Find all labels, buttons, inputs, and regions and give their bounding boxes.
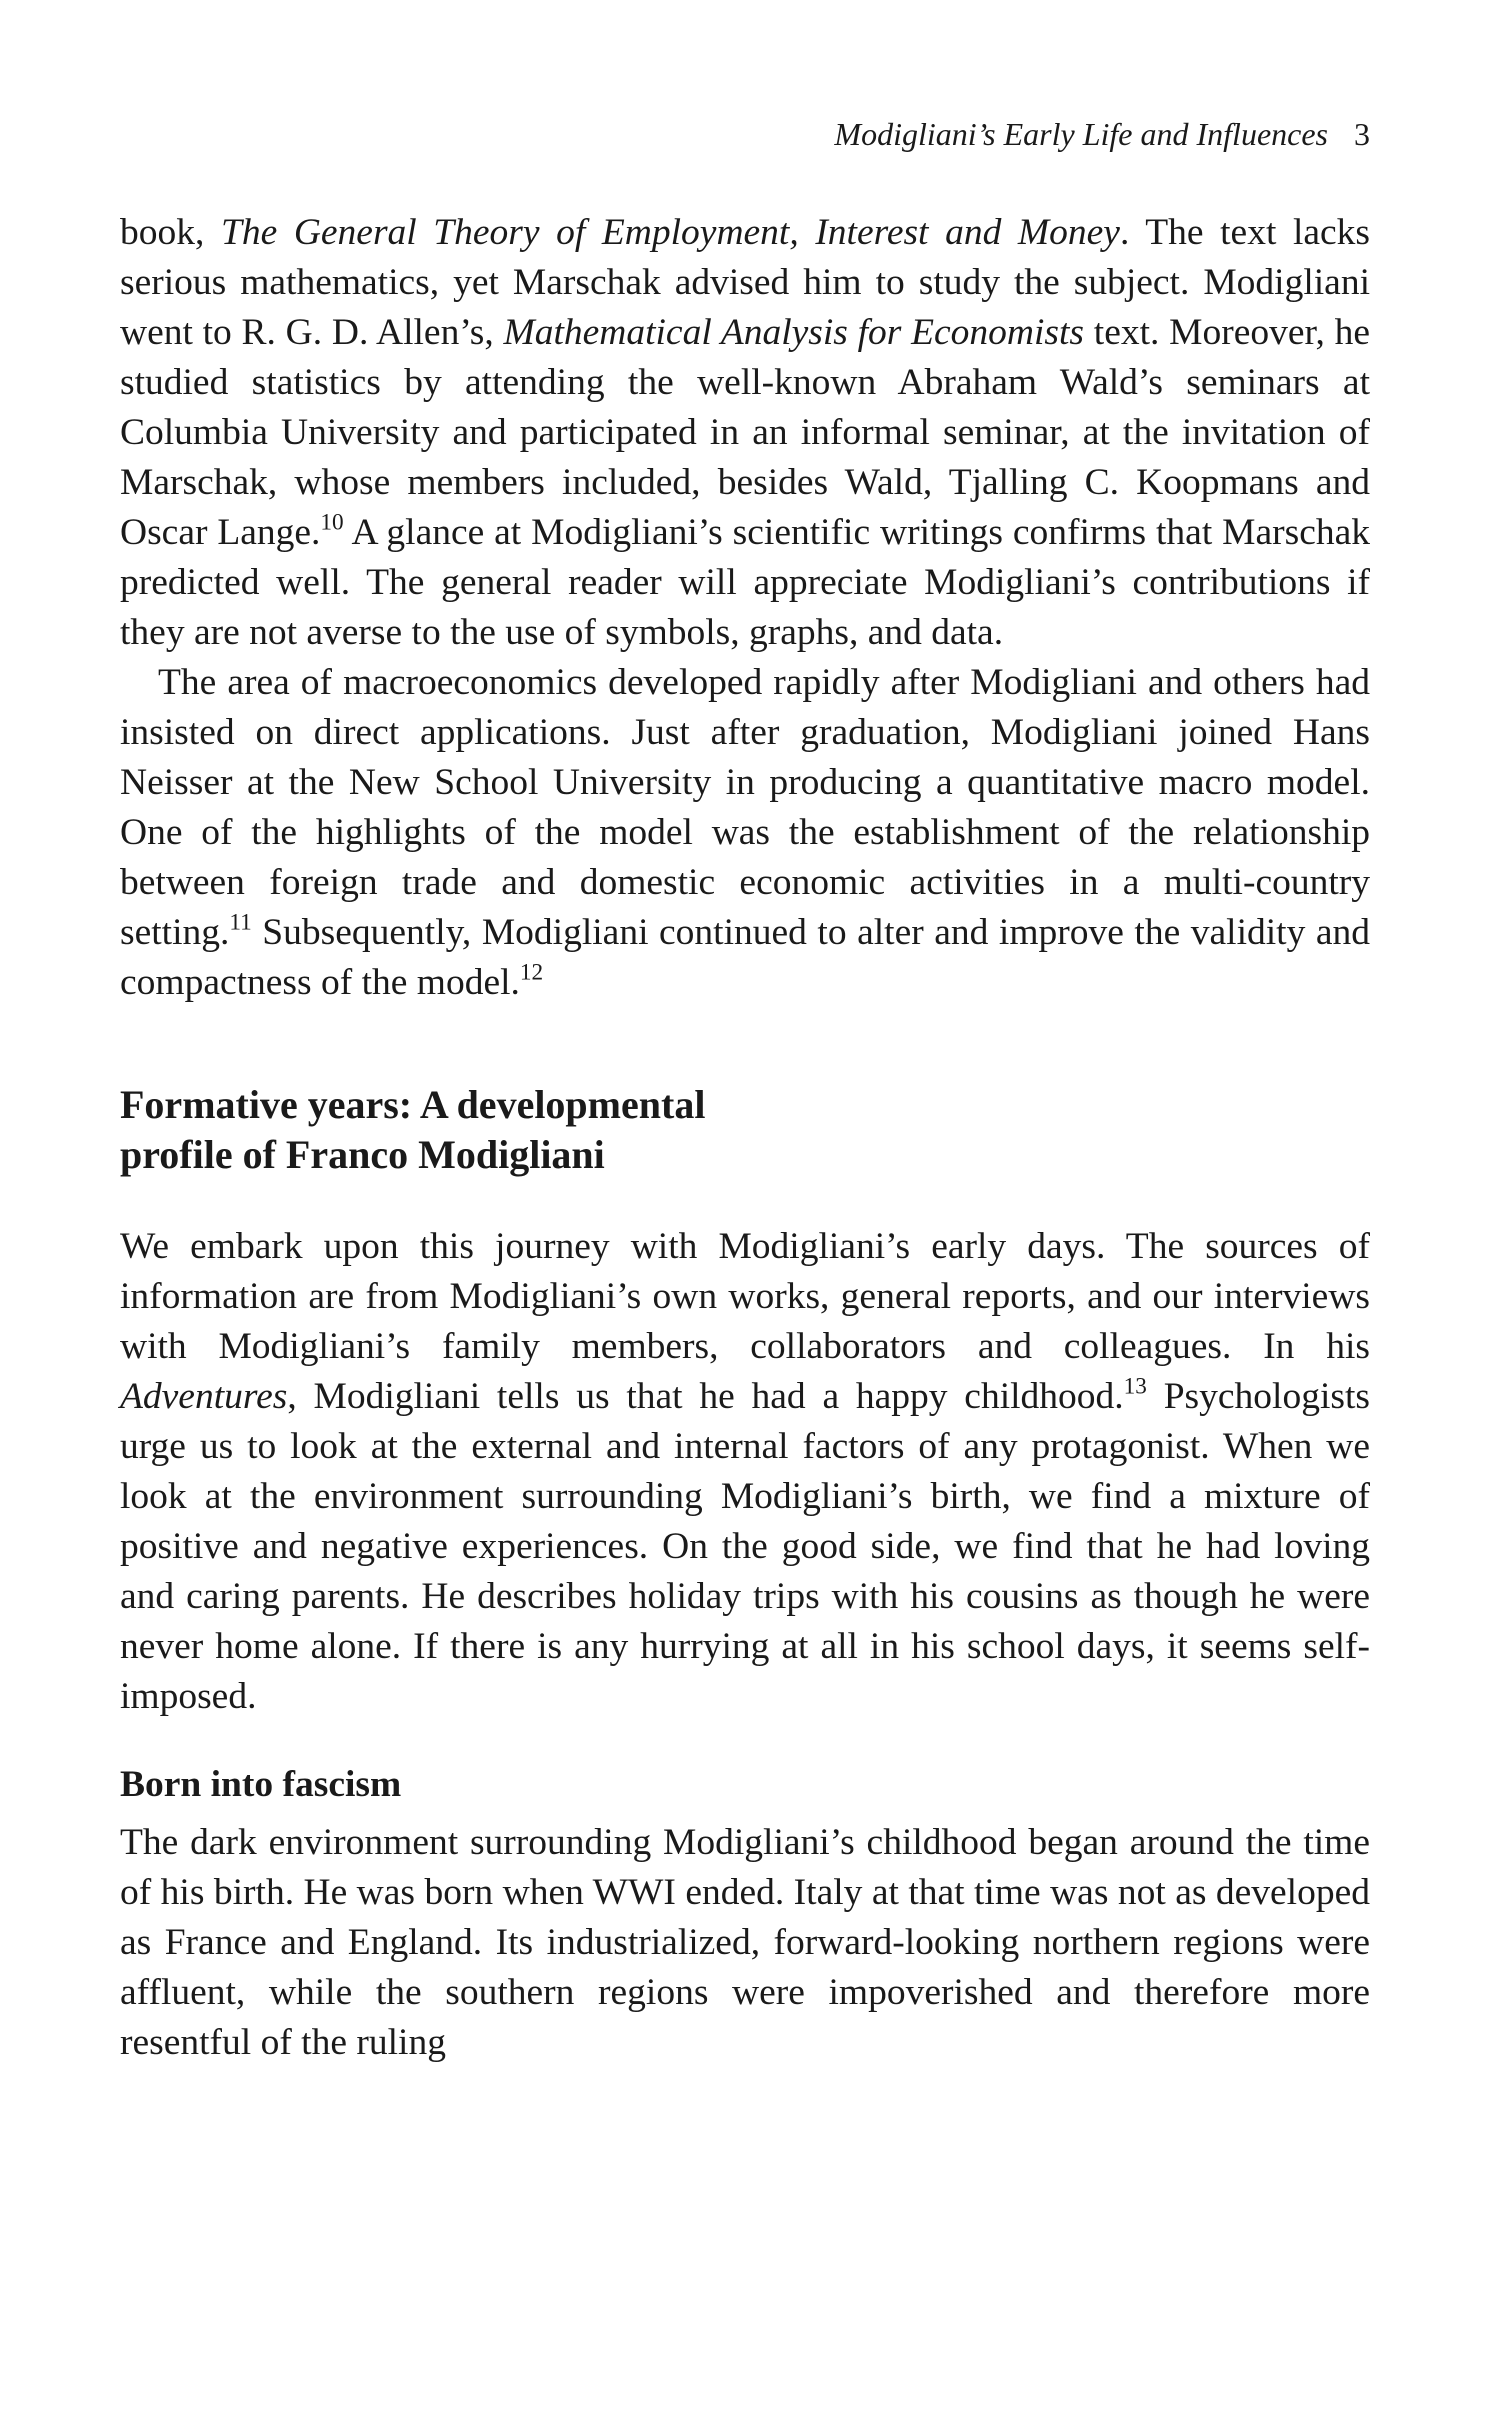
footnote-ref-11: 11 [229,909,252,936]
running-head-title: Modigliani’s Early Life and Influences [834,116,1328,152]
book-title-adventures: Adventures [120,1376,288,1417]
paragraph-4: The dark environment surrounding Modigliani’s childhood began around the time of his birth. He was born when WWI ended. Italy at that time was not as developed as France and England. Its industrialized, forward-looking northern regions were affluent, while the southern regions were impoverished and therefore more resentful of the ruling [120,1822,1370,2063]
footnote-ref-10: 10 [320,509,344,536]
paragraph-1: book, The General Theory of Employment, Interest and Money. The text lacks serious mathematics, yet Marschak advised him to study the subject. Modigliani went to R. G. D. Allen’s, Mathematical Analysis for Economists text. Moreover, he studied statistics by attending the well-known Abraham Wald’s seminars at Columbia University and participated in an informal seminar, at the invitation of Marschak, whose members included, besides Wald, Tjalling C. Koopmans and Oscar Lange.$^{10}$ A glance at Modigliani’s scientific writings confirms that Marschak predicted well. The general reader will appreciate Modigliani’s contributions if they are not averse to the use of symbols, graphs, and data. [120,212,1371,653]
subsection-heading: Born into fascism [120,1764,402,1805]
section-heading-line-2: profile of Franco Modigliani [120,1132,605,1177]
body-text [120,208,1370,2068]
section-heading-line-1: Formative years: A developmental [120,1082,706,1127]
running-head [120,114,1370,154]
footnote-ref-12: 12 [519,959,544,986]
paragraph-3: We embark upon this journey with Modigliani’s early days. The sources of information are from Modigliani’s own works, general reports, and our interviews with Modigliani’s family members, collaborators and colleagues. In his Adventures, Modigliani tells us that he had a happy childhood.$^{13}$ Psychologists urge us to look at the external and internal factors of any protagonist. When we look at the environment surrounding Modigliani’s birth, we find a mixture of positive and negative experiences. On the good side, we find that he had loving and caring parents. He describes holiday trips with his cousins as though he were never home alone. If there is any hurrying at all in his school days, it seems self-imposed. [120,1226,1370,1717]
footnote-ref-13: 13 [1123,1373,1147,1400]
book-title-mathematical-analysis: Mathematical Analysis for Economists [503,312,1085,353]
paragraph-2: The area of macroeconomics developed rapidly after Modigliani and others had insisted on direct applications. Just after graduation, Modigliani joined Hans Neisser at the New School University in producing a quantitative macro model. One of the highlights of the model was the establishment of the relationship between foreign trade and domestic economic activities in a multi-country setting.$^{11}$ Subsequently, Modigliani continued to alter and improve the validity and compactness of the model.$^{12}$ [120,662,1370,1003]
page-number: 3 [1354,116,1370,152]
book-title-general-theory: The General Theory of Employment, Interest and Money [220,212,1120,253]
section-heading [120,1080,1370,1180]
